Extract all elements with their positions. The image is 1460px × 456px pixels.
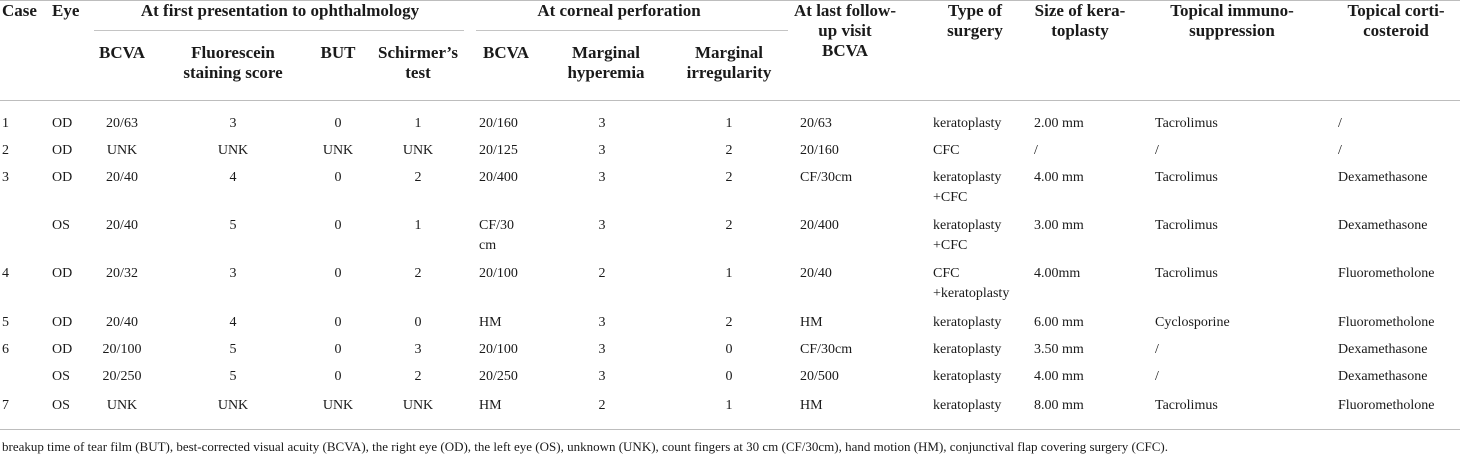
cell-last-visit-bcva: 20/500 xyxy=(800,369,839,384)
cell-but: UNK xyxy=(322,143,354,158)
cell-eye: OD xyxy=(52,315,73,330)
header-bcva-first: BCVA xyxy=(99,43,145,62)
cell-keratoplasty-size: / xyxy=(1034,143,1038,158)
header-cortico-line1: Topical corti- xyxy=(1347,1,1445,20)
header-immuno-line1: Topical immuno- xyxy=(1170,1,1294,20)
cell-surgery-type: CFC xyxy=(933,143,960,158)
cell-marginal-hyperemia: 3 xyxy=(598,315,606,330)
cell-surgery-type-line2: +CFC xyxy=(933,238,968,253)
cell-schirmer: 0 xyxy=(414,315,422,330)
cell-case: 1 xyxy=(2,116,9,131)
cell-surgery-type-line1: keratoplasty xyxy=(933,218,1002,233)
cell-fluorescein-score: 4 xyxy=(229,315,237,330)
header-group-perforation-underline xyxy=(476,30,788,31)
cell-fluorescein-score: 3 xyxy=(229,266,237,281)
cell-corticosteroid: Dexamethasone xyxy=(1338,342,1428,357)
cell-but: UNK xyxy=(322,398,354,413)
cell-schirmer: UNK xyxy=(402,143,434,158)
cell-surgery-type: keratoplasty xyxy=(933,398,1002,413)
cell-marginal-irregularity: 1 xyxy=(725,116,733,131)
header-cortico-line2: costeroid xyxy=(1363,21,1429,40)
cell-immunosuppression: Tacrolimus xyxy=(1155,266,1218,281)
cell-fluorescein-score: 3 xyxy=(229,116,237,131)
cell-eye: OS xyxy=(52,398,70,413)
cell-corticosteroid: Fluorometholone xyxy=(1338,315,1435,330)
header-but: BUT xyxy=(320,43,356,62)
cell-case: 2 xyxy=(2,143,9,158)
header-schirmer-line1: Schirmer’s xyxy=(378,43,458,62)
cell-eye: OD xyxy=(52,266,73,281)
cell-bcva-first: UNK xyxy=(106,143,138,158)
cell-marginal-irregularity: 0 xyxy=(725,369,733,384)
header-schirmer-line2: test xyxy=(405,63,431,82)
cell-corticosteroid: Dexamethasone xyxy=(1338,218,1428,233)
cell-but: 0 xyxy=(334,218,342,233)
cell-fluorescein-score: 4 xyxy=(229,170,237,185)
cell-last-visit-bcva: 20/400 xyxy=(800,218,839,233)
cell-bcva-first: 20/40 xyxy=(106,218,138,233)
header-surgery-line2: surgery xyxy=(947,21,1003,40)
cell-keratoplasty-size: 4.00 mm xyxy=(1034,170,1084,185)
cell-but: 0 xyxy=(334,170,342,185)
cell-marginal-hyperemia: 2 xyxy=(598,266,606,281)
cell-schirmer: 2 xyxy=(414,369,422,384)
cell-schirmer: 1 xyxy=(414,116,422,131)
cell-fluorescein-score: UNK xyxy=(217,398,249,413)
cell-fluorescein-score: 5 xyxy=(229,342,237,357)
cell-bcva-perforation: 20/100 xyxy=(479,342,518,357)
cell-keratoplasty-size: 3.00 mm xyxy=(1034,218,1084,233)
cell-last-visit-bcva: CF/30cm xyxy=(800,170,853,185)
cell-surgery-type-line2: +keratoplasty xyxy=(933,286,1010,301)
cell-bcva-first: UNK xyxy=(106,398,138,413)
cell-bcva-perforation: 20/100 xyxy=(479,266,518,281)
cell-schirmer: 2 xyxy=(414,170,422,185)
cell-eye: OD xyxy=(52,116,73,131)
header-size-line1: Size of kera- xyxy=(1034,1,1126,20)
cell-schirmer: 1 xyxy=(414,218,422,233)
cell-bcva-perforation: 20/125 xyxy=(479,143,518,158)
cell-corticosteroid: Dexamethasone xyxy=(1338,170,1428,185)
header-irregularity-line2: irregularity xyxy=(686,63,772,82)
header-group-first-presentation: At first presentation to ophthalmology xyxy=(140,1,420,20)
cell-but: 0 xyxy=(334,342,342,357)
header-surgery-line1: Type of xyxy=(948,1,1002,20)
cell-surgery-type: keratoplasty xyxy=(933,116,1002,131)
cell-keratoplasty-size: 4.00 mm xyxy=(1034,369,1084,384)
cell-fluorescein-score: UNK xyxy=(217,143,249,158)
cell-marginal-irregularity: 2 xyxy=(725,218,733,233)
cell-bcva-first: 20/250 xyxy=(102,369,142,384)
cell-immunosuppression: / xyxy=(1155,369,1159,384)
header-group-corneal-perforation: At corneal perforation xyxy=(537,1,701,20)
cell-bcva-first: 20/100 xyxy=(102,342,142,357)
cell-corticosteroid: / xyxy=(1338,143,1342,158)
cell-last-visit-bcva: 20/40 xyxy=(800,266,832,281)
cell-surgery-type-line1: CFC xyxy=(933,266,960,281)
cell-last-visit-bcva: 20/63 xyxy=(800,116,832,131)
cell-schirmer: 3 xyxy=(414,342,422,357)
cell-surgery-type: keratoplasty xyxy=(933,342,1002,357)
cell-bcva-first: 20/63 xyxy=(106,116,138,131)
cell-surgery-type: keratoplasty xyxy=(933,369,1002,384)
cell-but: 0 xyxy=(334,315,342,330)
cell-bcva-first: 20/40 xyxy=(106,170,138,185)
cell-immunosuppression: / xyxy=(1155,143,1159,158)
header-last-visit-line2: up visit xyxy=(818,21,872,40)
cell-corticosteroid: Dexamethasone xyxy=(1338,369,1428,384)
cell-immunosuppression: Tacrolimus xyxy=(1155,170,1218,185)
cell-bcva-perforation-line1: CF/30 xyxy=(479,218,515,233)
cell-bcva-perforation: HM xyxy=(479,398,502,413)
cell-bcva-perforation: HM xyxy=(479,315,502,330)
cell-eye: OD xyxy=(52,170,73,185)
header-hyperemia-line2: hyperemia xyxy=(567,63,645,82)
cell-schirmer: 2 xyxy=(414,266,422,281)
cell-last-visit-bcva: HM xyxy=(800,315,823,330)
cell-surgery-type: keratoplasty xyxy=(933,315,1002,330)
cell-marginal-hyperemia: 3 xyxy=(598,170,606,185)
cell-corticosteroid: Fluorometholone xyxy=(1338,398,1435,413)
cell-marginal-hyperemia: 3 xyxy=(598,116,606,131)
cell-marginal-irregularity: 2 xyxy=(725,170,733,185)
cell-bcva-first: 20/40 xyxy=(106,315,138,330)
cell-bcva-perforation: 20/160 xyxy=(479,116,518,131)
cell-but: 0 xyxy=(334,369,342,384)
cell-last-visit-bcva: 20/160 xyxy=(800,143,839,158)
cell-marginal-irregularity: 0 xyxy=(725,342,733,357)
header-immuno-line2: suppression xyxy=(1189,21,1275,40)
header-bottom-rule xyxy=(0,100,1460,101)
cell-bcva-first: 20/32 xyxy=(106,266,138,281)
cell-case: 4 xyxy=(2,266,9,281)
cell-bcva-perforation: 20/250 xyxy=(479,369,518,384)
cell-marginal-hyperemia: 3 xyxy=(598,218,606,233)
cell-keratoplasty-size: 6.00 mm xyxy=(1034,315,1084,330)
cell-last-visit-bcva: CF/30cm xyxy=(800,342,853,357)
cell-corticosteroid: / xyxy=(1338,116,1342,131)
header-last-visit-line1: At last follow- xyxy=(794,1,896,20)
cell-eye: OD xyxy=(52,143,73,158)
cell-keratoplasty-size: 4.00mm xyxy=(1034,266,1081,281)
cell-marginal-irregularity: 1 xyxy=(725,398,733,413)
cell-case: 7 xyxy=(2,398,9,413)
header-group-first-underline xyxy=(94,30,464,31)
cell-immunosuppression: Tacrolimus xyxy=(1155,116,1218,131)
header-case: Case xyxy=(2,1,37,20)
cell-corticosteroid: Fluorometholone xyxy=(1338,266,1435,281)
cell-case: 3 xyxy=(2,170,9,185)
cell-eye: OS xyxy=(52,218,70,233)
cell-marginal-hyperemia: 3 xyxy=(598,143,606,158)
cell-immunosuppression: Cyclosporine xyxy=(1155,315,1230,330)
cell-marginal-irregularity: 2 xyxy=(725,143,733,158)
cell-eye: OS xyxy=(52,369,70,384)
cell-schirmer: UNK xyxy=(402,398,434,413)
cell-eye: OD xyxy=(52,342,73,357)
cell-surgery-type-line1: keratoplasty xyxy=(933,170,1002,185)
header-eye: Eye xyxy=(52,1,80,20)
cell-case: 6 xyxy=(2,342,9,357)
cell-marginal-hyperemia: 3 xyxy=(598,342,606,357)
cell-keratoplasty-size: 8.00 mm xyxy=(1034,398,1084,413)
cell-immunosuppression: Tacrolimus xyxy=(1155,398,1218,413)
cell-marginal-hyperemia: 2 xyxy=(598,398,606,413)
cell-surgery-type-line2: +CFC xyxy=(933,190,968,205)
cell-bcva-perforation-line2: cm xyxy=(479,238,497,253)
cell-marginal-hyperemia: 3 xyxy=(598,369,606,384)
cell-but: 0 xyxy=(334,116,342,131)
header-hyperemia-line1: Marginal xyxy=(572,43,640,62)
cell-immunosuppression: / xyxy=(1155,342,1159,357)
header-last-visit-line3: BCVA xyxy=(822,41,868,60)
cell-but: 0 xyxy=(334,266,342,281)
header-fluorescein-line2: staining score xyxy=(183,63,283,82)
header-irregularity-line1: Marginal xyxy=(695,43,763,62)
cell-last-visit-bcva: HM xyxy=(800,398,823,413)
cell-marginal-irregularity: 2 xyxy=(725,315,733,330)
table-footnote: breakup time of tear film (BUT), best-corrected visual acuity (BCVA), the right eye (OD), the left eye (OS), unknown (UNK), count fingers at 30 cm (CF/30cm), hand motion (HM), conjunctival flap covering surgery (CFC). xyxy=(2,439,1168,454)
header-size-line2: toplasty xyxy=(1051,21,1109,40)
cell-immunosuppression: Tacrolimus xyxy=(1155,218,1218,233)
cell-case: 5 xyxy=(2,315,9,330)
cell-fluorescein-score: 5 xyxy=(229,218,237,233)
cell-keratoplasty-size: 3.50 mm xyxy=(1034,342,1084,357)
table-bottom-rule xyxy=(0,429,1460,430)
cell-marginal-irregularity: 1 xyxy=(725,266,733,281)
cell-fluorescein-score: 5 xyxy=(229,369,237,384)
header-fluorescein-line1: Fluorescein xyxy=(191,43,275,62)
cell-bcva-perforation: 20/400 xyxy=(479,170,518,185)
cell-keratoplasty-size: 2.00 mm xyxy=(1034,116,1084,131)
header-bcva-perforation: BCVA xyxy=(483,43,529,62)
